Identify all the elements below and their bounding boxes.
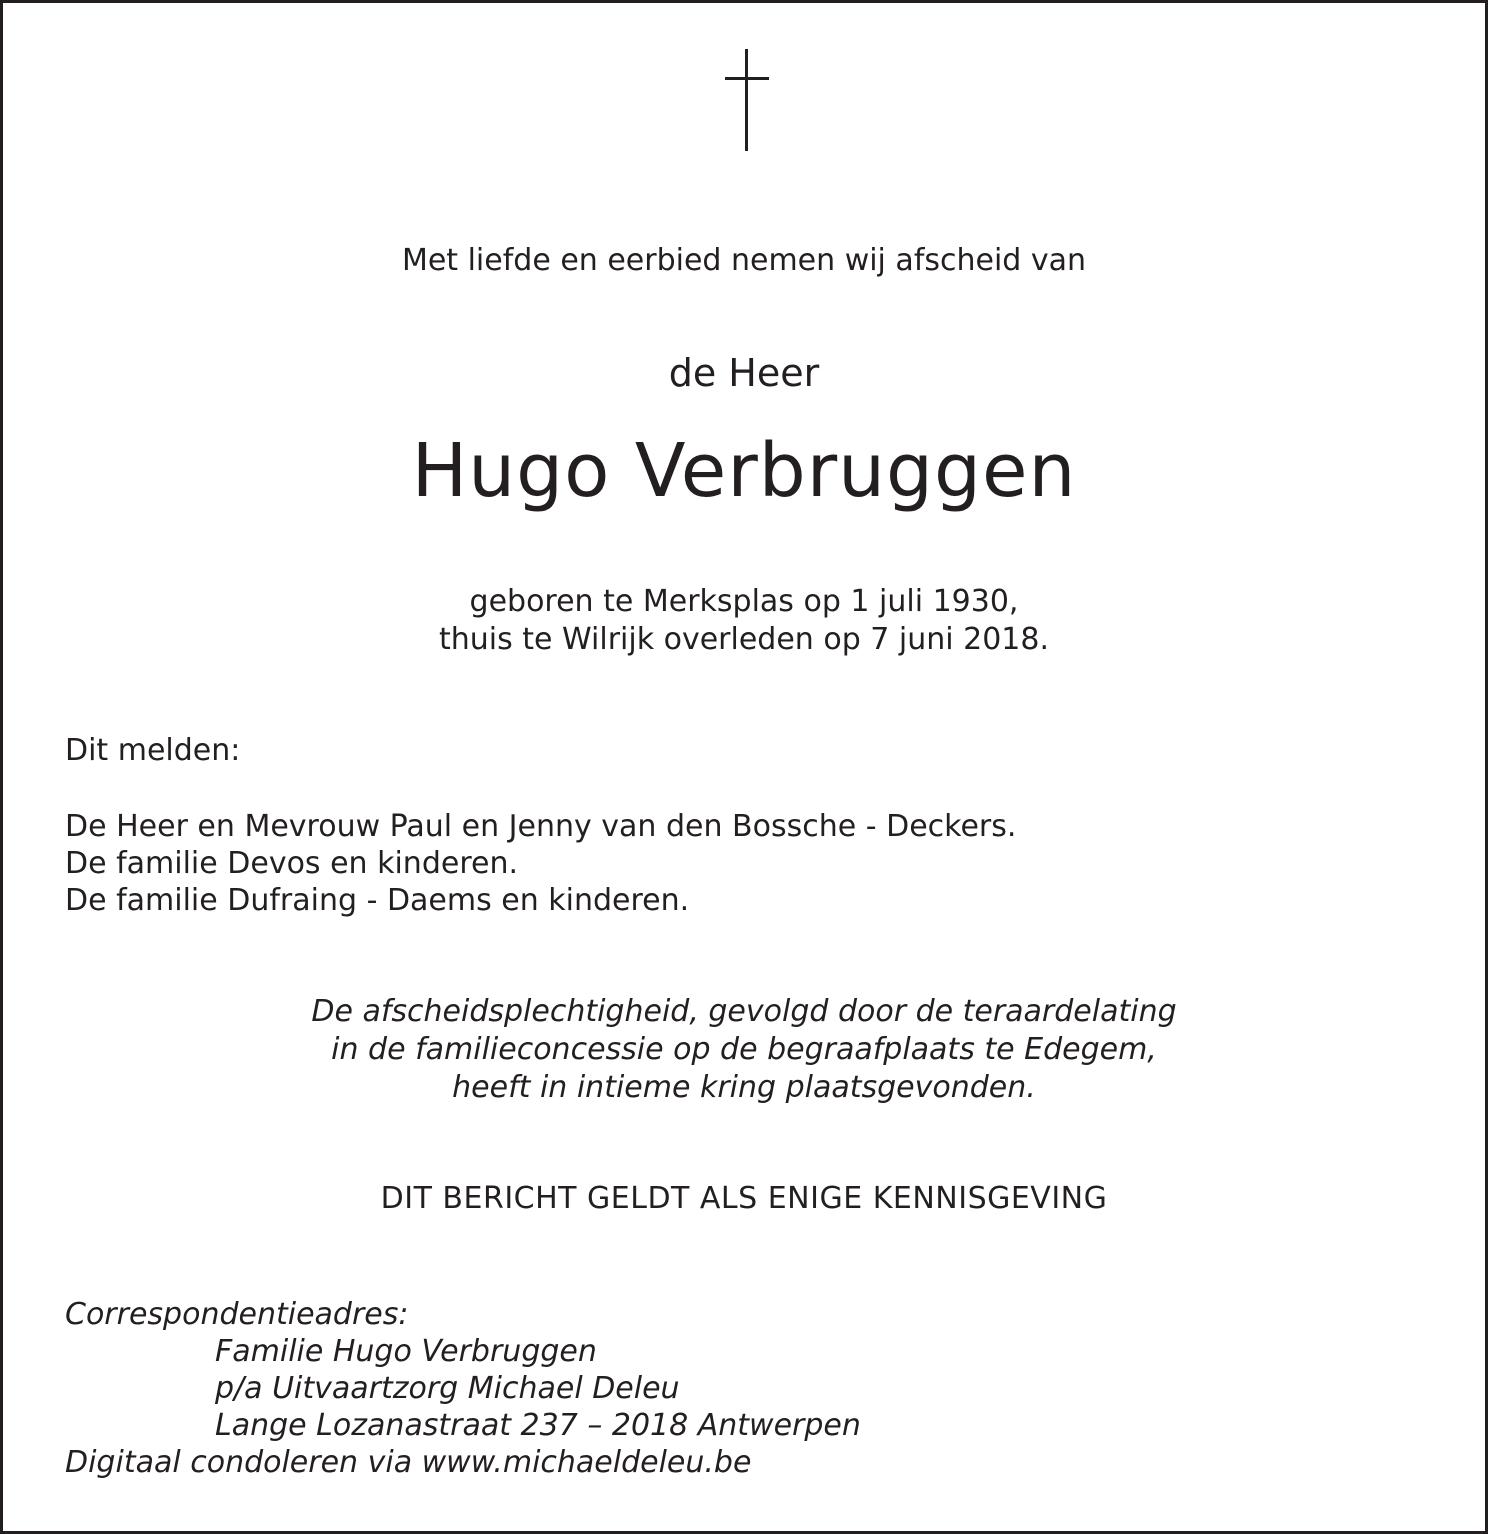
intro-text: Met liefde en eerbied nemen wij afscheid van (401, 243, 1087, 278)
family-line: De familie Dufraing - Daems en kinderen. (65, 883, 690, 918)
family-line: De familie Devos en kinderen. (65, 846, 519, 881)
funeral-line: in de familieconcessie op de begraafplaats te Edegem, (331, 1032, 1157, 1067)
address-line: p/a Uitvaartzorg Michael Deleu (215, 1371, 680, 1406)
notice-text: DIT BERICHT GELDT ALS ENIGE KENNISGEVING (380, 1181, 1108, 1216)
correspondence-block (65, 1296, 861, 1481)
family-list (65, 808, 1016, 919)
condolence-link: Digitaal condoleren via www.michaeldeleu.be (65, 1445, 752, 1480)
address-line: Lange Lozanastraat 237 – 2018 Antwerpen (215, 1408, 861, 1443)
life-dates (3, 583, 1485, 659)
family-line: De Heer en Mevrouw Paul en Jenny van den Bossche - Deckers. (65, 809, 1017, 844)
honorific: de Heer (668, 351, 820, 395)
deceased-name: Hugo Verbruggen (411, 428, 1077, 514)
funeral-info (3, 993, 1485, 1107)
announce-label: Dit melden: (65, 733, 241, 768)
funeral-line: De afscheidsplechtigheid, gevolgd door de teraardelating (311, 994, 1177, 1029)
correspondence-label: Correspondentieadres: (65, 1297, 409, 1332)
birth-line: geboren te Merksplas op 1 juli 1930, (469, 584, 1019, 619)
address-line: Familie Hugo Verbruggen (215, 1334, 597, 1369)
funeral-line: heeft in intieme kring plaatsgevonden. (452, 1070, 1036, 1105)
cross-icon (725, 49, 769, 153)
death-line: thuis te Wilrijk overleden op 7 juni 2018. (438, 622, 1050, 657)
